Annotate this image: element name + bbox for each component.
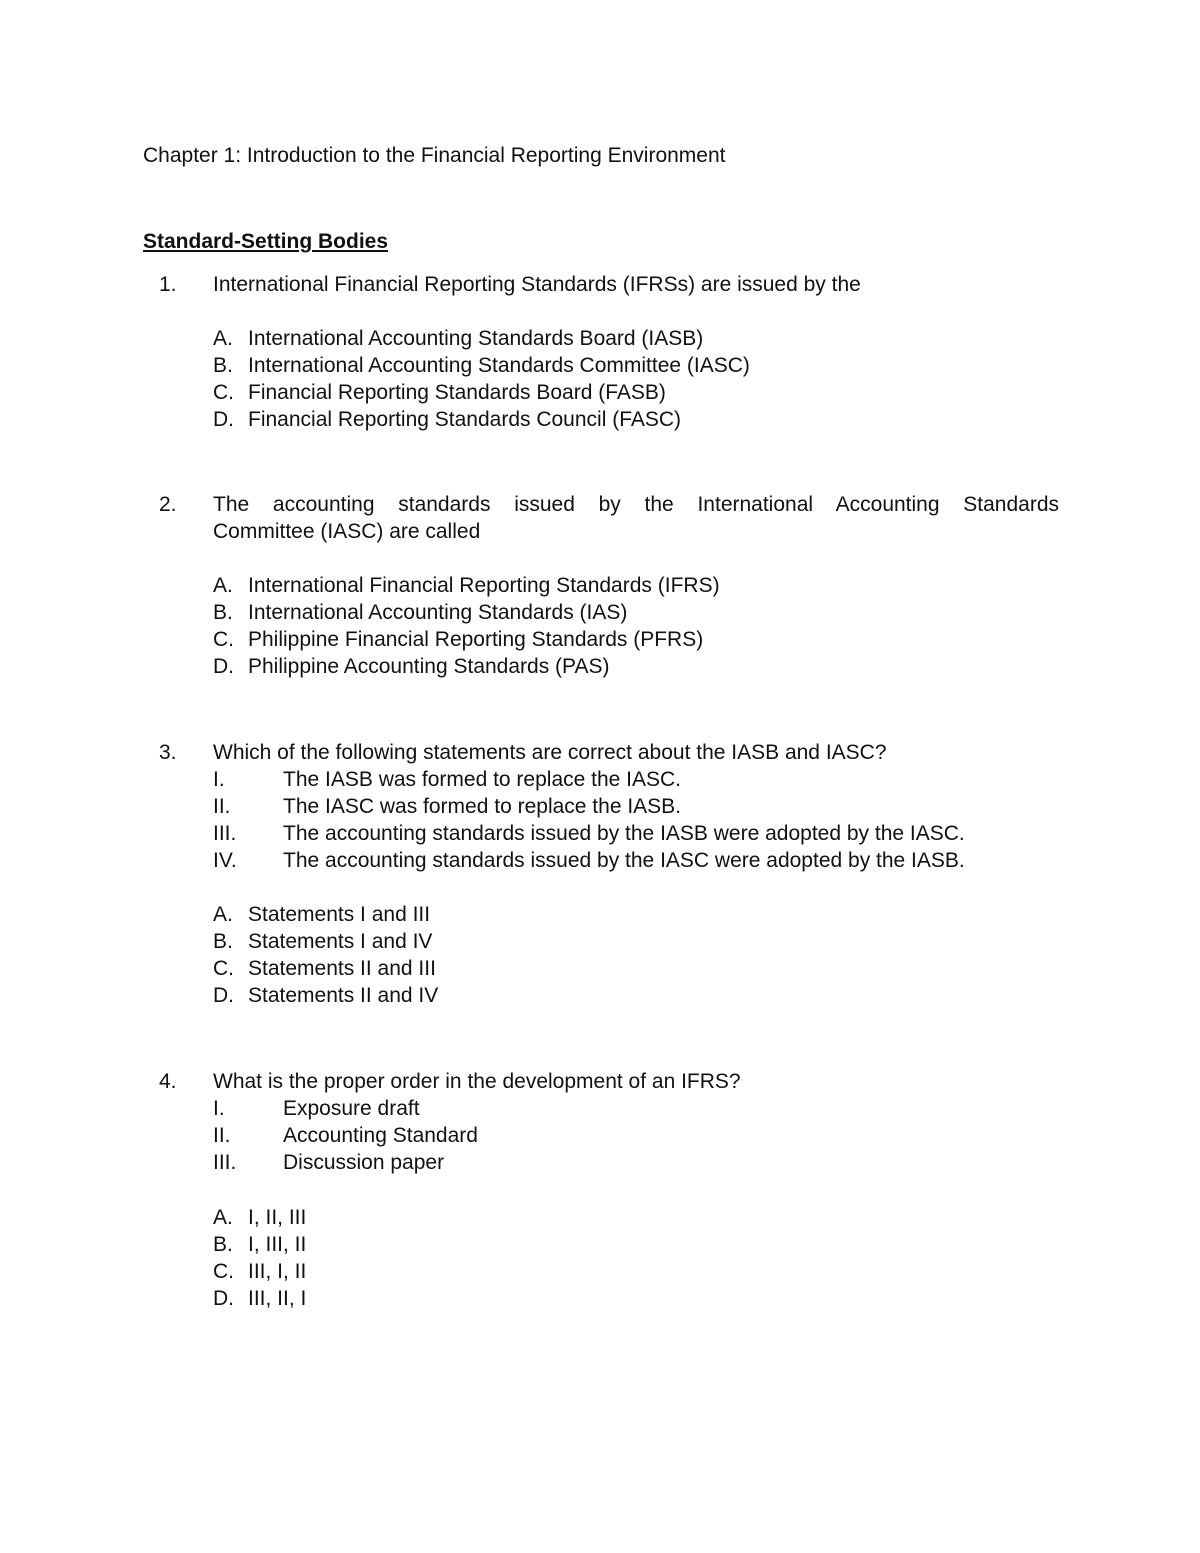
option-text: International Accounting Standards (IAS) <box>248 601 628 624</box>
option-text: III, II, I <box>248 1287 307 1310</box>
option-letter: D. <box>213 1287 234 1310</box>
option-letter: B. <box>213 354 233 377</box>
question-stem: International Financial Reporting Standards (IFRSs) are issued by the <box>213 273 861 296</box>
question-number: 1. <box>159 273 177 296</box>
option-text: Statements II and IV <box>248 984 439 1007</box>
option-letter: A. <box>213 327 233 350</box>
statement-text: The accounting standards issued by the IASB were adopted by the IASC. <box>283 822 965 845</box>
question-number: 2. <box>159 493 177 516</box>
question-stem-line-1: The accounting standards issued by the International Accounting Standards <box>213 493 1059 516</box>
statement-number: I. <box>213 1097 225 1120</box>
statement-number: III. <box>213 822 237 845</box>
option-letter: D. <box>213 408 234 431</box>
option-text: Financial Reporting Standards Board (FASB) <box>248 381 666 404</box>
option-letter: C. <box>213 957 234 980</box>
option-text: III, I, II <box>248 1260 307 1283</box>
option-text: Philippine Financial Reporting Standards (PFRS) <box>248 628 704 651</box>
option-letter: C. <box>213 381 234 404</box>
option-text: Statements II and III <box>248 957 436 980</box>
question-number: 3. <box>159 741 177 764</box>
question-stem: What is the proper order in the development of an IFRS? <box>213 1070 741 1093</box>
option-text: Statements I and III <box>248 903 431 926</box>
statement-text: The accounting standards issued by the IASC were adopted by the IASB. <box>283 849 965 872</box>
option-letter: A. <box>213 903 233 926</box>
statement-number: I. <box>213 768 225 791</box>
statement-number: II. <box>213 795 231 818</box>
option-letter: D. <box>213 984 234 1007</box>
option-text: International Accounting Standards Board (IASB) <box>248 327 704 350</box>
option-text: I, II, III <box>248 1206 307 1229</box>
option-text: Statements I and IV <box>248 930 433 953</box>
option-text: Financial Reporting Standards Council (FASC) <box>248 408 682 431</box>
statement-text: Discussion paper <box>283 1151 445 1174</box>
statement-number: III. <box>213 1151 237 1174</box>
statement-text: The IASB was formed to replace the IASC. <box>283 768 682 791</box>
option-letter: A. <box>213 1206 233 1229</box>
page-title: Chapter 1: Introduction to the Financial Reporting Environment <box>143 144 726 167</box>
question-number: 4. <box>159 1070 177 1093</box>
option-letter: C. <box>213 1260 234 1283</box>
statement-number: IV. <box>213 849 237 872</box>
option-letter: D. <box>213 655 234 678</box>
statement-number: II. <box>213 1124 231 1147</box>
question-stem-line-2: Committee (IASC) are called <box>213 520 481 543</box>
option-letter: A. <box>213 574 233 597</box>
section-heading: Standard-Setting Bodies <box>143 230 389 253</box>
question-stem: Which of the following statements are correct about the IASB and IASC? <box>213 741 887 764</box>
option-letter: C. <box>213 628 234 651</box>
option-text: I, III, II <box>248 1233 307 1256</box>
statement-text: Exposure draft <box>283 1097 420 1120</box>
option-text: International Accounting Standards Committee (IASC) <box>248 354 750 377</box>
option-letter: B. <box>213 1233 233 1256</box>
option-letter: B. <box>213 930 233 953</box>
option-text: Philippine Accounting Standards (PAS) <box>248 655 610 678</box>
option-text: International Financial Reporting Standards (IFRS) <box>248 574 720 597</box>
option-letter: B. <box>213 601 233 624</box>
statement-text: Accounting Standard <box>283 1124 478 1147</box>
statement-text: The IASC was formed to replace the IASB. <box>283 795 682 818</box>
